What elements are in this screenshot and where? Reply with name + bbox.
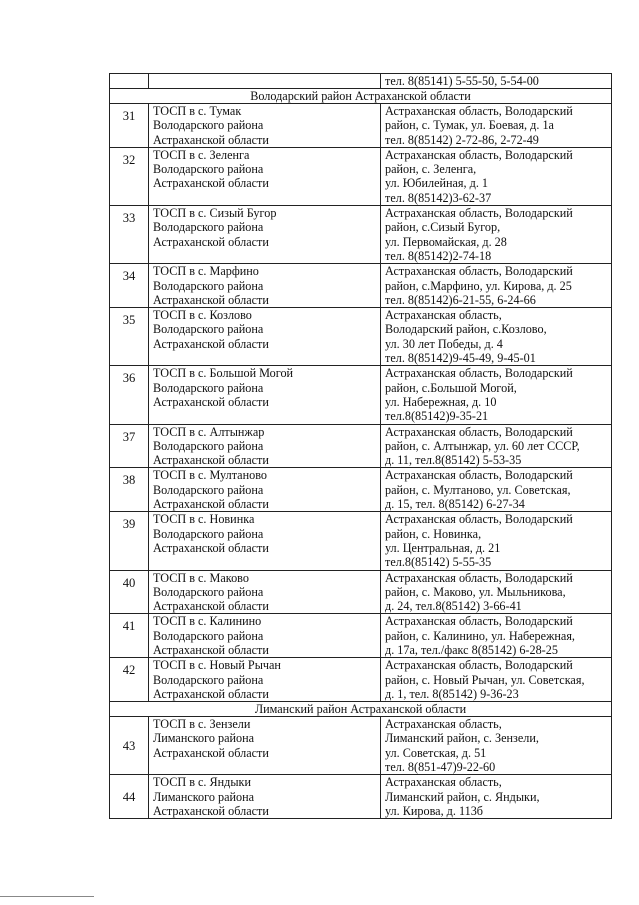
cell-line: ТОСП в с. Новый Рычан	[153, 658, 281, 673]
cell-line: Астраханской области	[153, 234, 269, 249]
cell-line: Астраханской области	[153, 132, 269, 147]
row-number: 33	[110, 206, 149, 264]
cell-line: Астраханская область, Володарский	[385, 468, 573, 483]
cell-line: д. 15, тел. 8(85142) 6-27-34	[385, 497, 525, 512]
table-row	[110, 264, 612, 308]
cell-line: район, с. Зеленга,	[385, 162, 477, 177]
table-row	[110, 614, 612, 658]
cell-line: Астраханской области	[153, 336, 269, 351]
office-name	[149, 614, 381, 658]
table-row	[110, 717, 612, 775]
table-row	[110, 424, 612, 468]
table-row-continuation	[110, 74, 612, 89]
cell-line: Астраханской области	[153, 686, 269, 701]
row-number: 37	[110, 424, 149, 468]
office-address	[381, 424, 612, 468]
office-address	[381, 206, 612, 264]
cell-line: д. 11, тел.8(85142) 5-53-35	[385, 453, 522, 468]
cell-line: район, с. Маково, ул. Мыльникова,	[385, 584, 566, 599]
cell-line: Астраханской области	[153, 745, 269, 760]
cell-line: д. 24, тел.8(85142) 3-66-41	[385, 599, 522, 614]
table-row	[110, 658, 612, 702]
cell-line: тел. 8(85142) 2-72-86, 2-72-49	[385, 132, 539, 147]
cell-line: район, с. Мултаново, ул. Советская,	[385, 482, 571, 497]
cell-line: Астраханская область, Володарский	[385, 104, 573, 118]
row-number: 44	[110, 775, 149, 819]
cell-line: Володарского района	[153, 220, 264, 235]
cell-line: Астраханская область, Володарский	[385, 424, 573, 439]
cell-line: ул. 30 лет Победы, д. 4	[385, 336, 503, 351]
cell-line: Астраханская область, Володарский	[385, 570, 573, 585]
cell-line: Астраханская область, Володарский	[385, 264, 573, 279]
row-number: 39	[110, 512, 149, 570]
row-number: 32	[110, 147, 149, 205]
cell-line: ТОСП в с. Маково	[153, 570, 249, 585]
office-address	[381, 512, 612, 570]
office-name	[149, 147, 381, 205]
cell-line: ТОСП в с. Мултаново	[153, 468, 267, 483]
cell-line: Володарского района	[153, 278, 264, 293]
office-address	[381, 104, 612, 148]
office-address	[381, 147, 612, 205]
row-number: 31	[110, 104, 149, 148]
cell-line: район, с.Большой Могой,	[385, 380, 517, 395]
row-number: 36	[110, 366, 149, 424]
cell-line: ТОСП в с. Новинка	[153, 512, 255, 527]
cell-line: ТОСП в с. Алтынжар	[153, 424, 265, 439]
table-row	[110, 366, 612, 424]
table-row	[110, 512, 612, 570]
cell-line: Астраханская область, Володарский	[385, 512, 573, 527]
section-title-volodarsky: Володарский район Астраханской области	[110, 89, 612, 104]
table-row	[110, 308, 612, 366]
cell-line: ТОСП в с. Калинино	[153, 614, 262, 629]
cell-line: тел. 8(85142)6-21-55, 6-24-66	[385, 292, 536, 307]
cell-line: ТОСП в с. Зеленга	[153, 147, 250, 162]
cell-line: Володарского района	[153, 628, 264, 643]
cell-line: район, с. Тумак, ул. Боевая, д. 1а	[385, 118, 554, 133]
cell-line: Володарского района	[153, 584, 264, 599]
cell-line: ТОСП в с. Марфино	[153, 264, 259, 279]
office-address	[381, 570, 612, 614]
cell-line: Лиманского района	[153, 731, 255, 746]
cell-line: Володарского района	[153, 526, 264, 541]
cell-line: тел. 8(85142)9-45-49, 9-45-01	[385, 351, 536, 366]
offices-table-body	[110, 74, 612, 819]
cell-line: Астраханская область,	[385, 775, 502, 790]
cell-line: ул. Набережная, д. 10	[385, 394, 497, 409]
cell-line: ТОСП в с. Сизый Бугор	[153, 206, 277, 221]
table-row	[110, 147, 612, 205]
cell-line: Астраханской области	[153, 540, 269, 555]
row-number: 41	[110, 614, 149, 658]
cell-line: Астраханской области	[153, 176, 269, 191]
office-address	[381, 468, 612, 512]
office-name	[149, 206, 381, 264]
cell-name	[149, 74, 381, 89]
cell-line: тел. 8(851-47)9-22-60	[385, 760, 496, 775]
cell-line: ул. Кирова, д. 113б	[385, 803, 483, 818]
office-name	[149, 512, 381, 570]
cell-line: ТОСП в с. Большой Могой	[153, 366, 294, 381]
cell-line: д. 1, тел. 8(85142) 9-36-23	[385, 686, 519, 701]
cell-line: район, с.Марфино, ул. Кирова, д. 25	[385, 278, 572, 293]
cell-address: тел. 8(85141) 5-55-50, 5-54-00	[381, 74, 612, 89]
office-name	[149, 468, 381, 512]
cell-line: ТОСП в с. Тумак	[153, 104, 242, 118]
row-number: 35	[110, 308, 149, 366]
office-address	[381, 775, 612, 819]
cell-line: Астраханской области	[153, 394, 269, 409]
cell-line: ул. Советская, д. 51	[385, 745, 487, 760]
cell-line: тел.8(85142) 5-55-35	[385, 555, 492, 570]
office-address	[381, 308, 612, 366]
cell-line: ул. Центральная, д. 21	[385, 540, 501, 555]
cell-line: Астраханской области	[153, 497, 269, 512]
cell-line: Астраханская область, Володарский	[385, 614, 573, 629]
cell-line: Астраханская область,	[385, 308, 502, 323]
office-name	[149, 717, 381, 775]
cell-line: район, с. Новый Рычан, ул. Советская,	[385, 672, 585, 687]
cell-line: Володарского района	[153, 162, 264, 177]
cell-line: ул. Первомайская, д. 28	[385, 234, 507, 249]
cell-line: Володарского района	[153, 438, 264, 453]
office-address	[381, 717, 612, 775]
cell-line: Астраханская область, Володарский	[385, 206, 573, 221]
cell-line: Володарского района	[153, 380, 264, 395]
cell-line: тел.8(85142)9-35-21	[385, 409, 489, 424]
offices-table	[109, 73, 612, 819]
cell-line: Володарского района	[153, 672, 264, 687]
cell-line: Астраханской области	[153, 292, 269, 307]
table-row	[110, 468, 612, 512]
office-address	[381, 366, 612, 424]
cell-line: Володарского района	[153, 118, 264, 133]
table-row	[110, 104, 612, 148]
row-number: 40	[110, 570, 149, 614]
cell-line: ТОСП в с. Зензели	[153, 717, 251, 732]
cell-line: ТОСП в с. Козлово	[153, 308, 252, 323]
cell-line: район, с. Калинино, ул. Набережная,	[385, 628, 575, 643]
office-name	[149, 658, 381, 702]
cell-line: тел. 8(85142)3-62-37	[385, 190, 492, 205]
office-name	[149, 424, 381, 468]
table-row	[110, 206, 612, 264]
office-address	[381, 658, 612, 702]
row-number: 43	[110, 717, 149, 775]
cell-number	[110, 74, 149, 89]
table-row	[110, 570, 612, 614]
cell-line: Астраханская область, Володарский	[385, 366, 573, 381]
row-number: 34	[110, 264, 149, 308]
office-name	[149, 308, 381, 366]
cell-line: ТОСП в с. Яндыки	[153, 775, 251, 790]
cell-line: район, с. Новинка,	[385, 526, 482, 541]
cell-line: Астраханской области	[153, 803, 269, 818]
office-name	[149, 264, 381, 308]
office-name	[149, 775, 381, 819]
office-name	[149, 104, 381, 148]
row-number: 38	[110, 468, 149, 512]
cell-line: Астраханская область, Володарский	[385, 658, 573, 673]
cell-line: Володарский район, с.Козлово,	[385, 322, 547, 337]
cell-line: Лиманский район, с. Яндыки,	[385, 789, 540, 804]
footer-rule	[0, 896, 94, 897]
cell-line: Астраханская область,	[385, 717, 502, 732]
cell-line: Володарского района	[153, 482, 264, 497]
cell-line: район, с.Сизый Бугор,	[385, 220, 501, 235]
table-row	[110, 775, 612, 819]
section-title-limansky: Лиманский район Астраханской области	[110, 702, 612, 717]
row-number: 42	[110, 658, 149, 702]
cell-line: Астраханская область, Володарский	[385, 147, 573, 162]
cell-line: Астраханской области	[153, 642, 269, 657]
office-address	[381, 264, 612, 308]
cell-line: тел. 8(85142)2-74-18	[385, 248, 492, 263]
office-name	[149, 570, 381, 614]
section-row-volodarsky	[110, 89, 612, 104]
section-row-limansky	[110, 702, 612, 717]
cell-line: ул. Юбилейная, д. 1	[385, 176, 489, 191]
cell-line: район, с. Алтынжар, ул. 60 лет СССР,	[385, 438, 580, 453]
office-name	[149, 366, 381, 424]
office-address	[381, 614, 612, 658]
cell-line: Астраханской области	[153, 599, 269, 614]
cell-line: Лиманского района	[153, 789, 255, 804]
cell-line: д. 17а, тел./факс 8(85142) 6-28-25	[385, 642, 558, 657]
cell-line: Володарского района	[153, 322, 264, 337]
cell-line: Астраханской области	[153, 453, 269, 468]
cell-line: Лиманский район, с. Зензели,	[385, 731, 539, 746]
